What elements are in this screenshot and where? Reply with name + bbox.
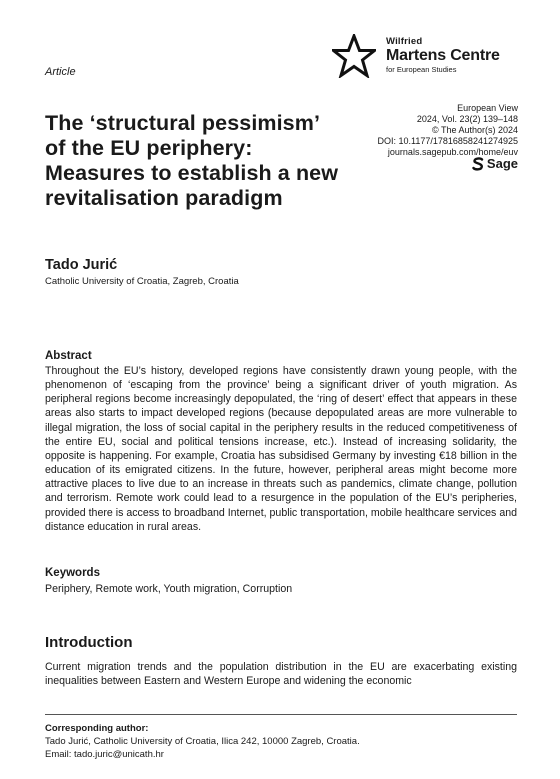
logo-line-3: for European Studies: [386, 64, 457, 74]
corresponding-author-address: Tado Jurić, Catholic University of Croatia, Ilica 242, 10000 Zagreb, Croatia.: [45, 736, 360, 747]
corresponding-author-email[interactable]: Email: tado.juric@unicath.hr: [45, 749, 164, 760]
author-name: Tado Jurić: [45, 257, 118, 273]
keywords-list: Periphery, Remote work, Youth migration, Corruption: [45, 583, 293, 595]
star-icon: [332, 34, 376, 78]
sage-s-icon: [472, 157, 484, 171]
journal-url[interactable]: journals.sagepub.com/home/euv: [387, 147, 518, 157]
journal-volume: 2024, Vol. 23(2) 139–148: [416, 114, 518, 124]
introduction-text: Current migration trends and the population distribution in the EU are exacerbating existing inequalities between Eastern and Western Europe and widening the economic: [45, 661, 517, 688]
sage-name: Sage: [486, 156, 518, 171]
corresponding-author-heading: Corresponding author:: [45, 723, 149, 734]
publisher-logo: [386, 37, 500, 73]
abstract-text: Throughout the EU’s history, developed regions have consistently drawn young people, with the phenomenon of ‘escaping from the province’ being a significant driver of youth migration. As peripheral regions become increasingly depopulated, the ‘ring of desert’ effect that appears in these areas also starts to impact developed regions (because depopulated areas are more vulnerable to illegal migration, the loss of social capital in the periphery results in the reduced competitiveness of the entire EU, social and political tensions increase, etc.). Instead of increasing solidarity, the opposite is happening. For example, Croatia has subsidised Germany by investing €18 billion in the education of its emigrated citizens. In the future, however, peripheral areas might become more attractive places to live due to an increase in threats such as pandemics, climate change, pollution and terrorism. Remote work could lead to a resurgence in the population of the EU’s peripheries, provided there is access to broadband Internet, public transportation, mobile healthcare services and distance education in rural areas.: [45, 365, 517, 533]
journal-meta: [378, 103, 518, 158]
keywords-heading: Keywords: [45, 567, 100, 579]
abstract-heading: Abstract: [45, 350, 92, 362]
article-type-label: Article: [45, 66, 76, 78]
sage-logo: [472, 156, 518, 171]
author-affiliation: Catholic University of Croatia, Zagreb, Croatia: [45, 276, 239, 287]
copyright: © The Author(s) 2024: [431, 125, 518, 135]
logo-line-1: Wilfried: [386, 36, 423, 47]
footer-divider: [45, 714, 517, 715]
introduction-heading: Introduction: [45, 634, 133, 651]
logo-line-2: Martens Centre: [386, 46, 500, 64]
doi[interactable]: DOI: 10.1177/17816858241274925: [377, 136, 518, 146]
article-title: The ‘structural pessimism’ of the EU periphery: Measures to establish a new revitalisation paradigm: [45, 111, 339, 210]
journal-name: European View: [457, 103, 518, 113]
